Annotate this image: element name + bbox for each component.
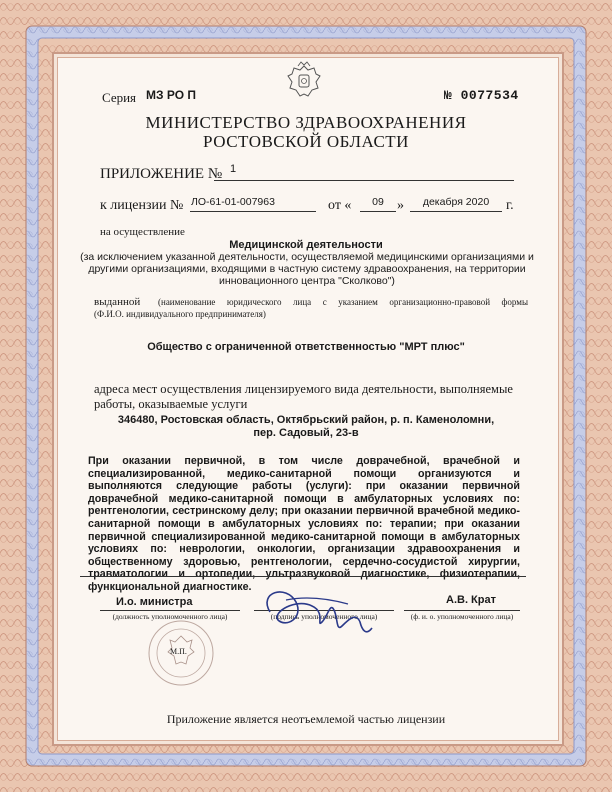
ministry-title-line2: РОСТОВСКОЙ ОБЛАСТИ [203, 132, 409, 151]
services-separator [80, 576, 526, 577]
appendix-number: 1 [230, 163, 237, 175]
license-date-prefix: от « [328, 198, 352, 213]
license-month-underline [410, 211, 502, 212]
license-month-year: декабря 2020 [422, 196, 490, 208]
address-line2: пер. Садовый, 23-в [253, 427, 359, 439]
signer-position: И.о. министра [116, 596, 193, 608]
issued-label: выданной [94, 296, 141, 308]
activity-label: на осуществление [100, 226, 185, 238]
services-text: При оказании первичной, в том числе доврачебной, врачебной и специализированной, медико-санитарной помощи организуются и выполняются следующие работы (услуги): при оказании первичной доврачебной медико-санитарной помощи в амбулаторных условиях по: рентгенологии, сестринскому делу; при оказании первичной врачебной медико-санитарной помощи в амбулаторных условиях по: терапии; при оказании первичной специализированной медико-санитарной помощи в амбулаторных условиях по: неврологии, онкологии, организации здравоохранения и общественному здоровью, рентгенологии, сердечно-сосудистой хирургии, травматологии и ортопедии, ультразвуковой диагностике, физиотерапии, функциональной диагностике. [88, 455, 520, 593]
series-value: МЗ РО П [146, 88, 196, 102]
footer-note: Приложение является неотъемлемой частью лицензии [166, 712, 446, 726]
license-day: 09 [372, 196, 384, 208]
address-value [0, 414, 612, 440]
russian-coat-of-arms-icon [282, 60, 326, 104]
name-underline [404, 610, 520, 611]
signature-caption: (подпись уполномоченного лица) [270, 612, 378, 621]
activity-exclusion: (за исключением указанной деятельности, осуществляемой медицинскими организациями и другими организациями, входящими в частную систему здравоохранения, на территории инновационного центра "Сколково") [80, 251, 534, 287]
name-caption: (ф. и. о. уполномоченного лица) [410, 612, 514, 621]
handwritten-signature [256, 582, 386, 642]
issued-hint-legal-entity: (наименование юридического лица с указанием организационно-правовой формы [158, 297, 528, 307]
company-name: Общество с ограниченной ответственностью "МРТ плюс" [147, 341, 465, 353]
position-caption: (должность уполномоченного лица) [112, 612, 228, 621]
signer-name: А.В. Крат [446, 594, 496, 606]
license-number-underline [190, 211, 316, 212]
stamp-label: М.П. [170, 647, 187, 656]
appendix-underline [214, 180, 514, 181]
ministry-title-line1: МИНИСТЕРСТВО ЗДРАВООХРАНЕНИЯ [145, 113, 467, 132]
license-number: ЛО-61-01-007963 [191, 196, 275, 208]
license-day-suffix: » [397, 198, 404, 213]
license-year-suffix: г. [506, 198, 514, 213]
activity-name: Медицинской деятельности [229, 239, 383, 251]
appendix-label: ПРИЛОЖЕНИЕ № [100, 166, 223, 182]
address-line1: 346480, Ростовская область, Октябрьский район, р. п. Каменоломни, [117, 414, 495, 426]
license-day-underline [360, 211, 396, 212]
issued-hint-entrepreneur: (Ф.И.О. индивидуального предпринимателя) [94, 309, 266, 319]
form-number: № 0077534 [444, 88, 519, 103]
address-label: адреса мест осуществления лицензируемого вида деятельности, выполняемые работы, оказываемые услуги [94, 382, 513, 411]
position-underline [100, 610, 240, 611]
series-label: Серия [102, 90, 137, 105]
license-label: к лицензии № [100, 198, 184, 213]
